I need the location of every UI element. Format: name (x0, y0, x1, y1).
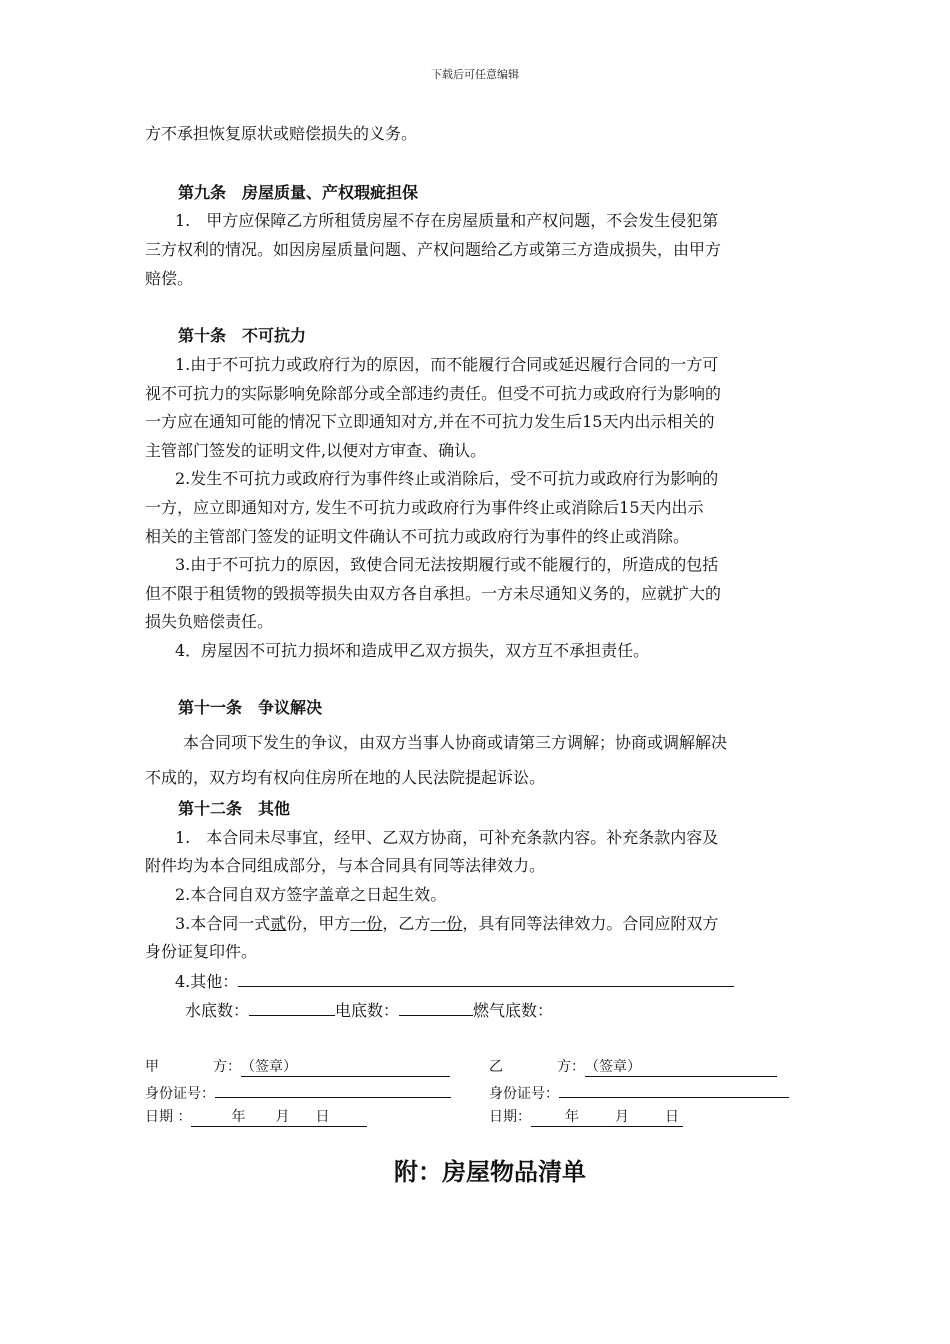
party-a-label: 甲 (145, 1059, 159, 1075)
text-run: ，乙方 (382, 914, 431, 933)
paragraph-line: 相关的主管部门签发的证明文件确认不可抗力或政府行为事件的终止或消除。 (145, 527, 690, 546)
article-12-title: 第十二条 其他 (178, 799, 291, 818)
party-a-date-line (145, 1108, 367, 1127)
party-b-sign-field[interactable] (585, 1058, 777, 1077)
id-label: 身份证号： (489, 1086, 559, 1102)
paragraph-line: 视不可抗力的实际影响免除部分或全部违约责任。但受不可抗力或政府行为影响的 (145, 384, 722, 403)
sign-placeholder: （签章） (241, 1059, 297, 1075)
party-a-sign-line (145, 1058, 450, 1077)
party-b-label: 乙 (489, 1059, 503, 1075)
elec-blank[interactable] (399, 1000, 473, 1016)
date-label: 日期 ： (145, 1109, 192, 1125)
other-blank[interactable] (238, 971, 734, 987)
party-a-sign-field[interactable] (241, 1058, 450, 1077)
party-a-date-field[interactable] (191, 1108, 367, 1127)
article-10-title: 第十条 不可抗力 (178, 326, 307, 345)
party-b-date-field[interactable] (531, 1108, 683, 1127)
day-label: 日 (315, 1109, 330, 1125)
party-b-id-line (489, 1083, 789, 1103)
party-b-sign-line (489, 1058, 777, 1077)
fang-label: 方： (557, 1059, 585, 1075)
paragraph-line: 2.发生不可抗力或政府行为事件终止或消除后，受不可抗力或政府行为影响的 (175, 469, 719, 488)
party-a-id-line (145, 1083, 451, 1103)
paragraph-line: 赔偿。 (145, 269, 194, 288)
day-label: 日 (665, 1109, 679, 1125)
page-header: 下载后可任意编辑 (431, 68, 519, 81)
paragraph-line: 一方，应立即通知对方, 发生不可抗力或政府行为事件终止或消除后15天内出示 (145, 498, 704, 517)
appendix-title: 附：房屋物品清单 (394, 1157, 586, 1186)
other-label: 4.其他： (175, 972, 239, 991)
water-blank[interactable] (249, 1000, 335, 1016)
meter-readings-line (185, 1000, 553, 1021)
paragraph-line: 1. 甲方应保障乙方所租赁房屋不存在房屋质量和产权问题，不会发生侵犯第 (175, 211, 719, 230)
paragraph-line: 三方权利的情况。如因房屋质量问题、产权问题给乙方或第三方造成损失，由甲方 (145, 240, 722, 259)
text-run: ，具有同等法律效力。合同应附双方 (462, 914, 719, 933)
year-label: 年 (231, 1109, 246, 1125)
paragraph-line: 不成的，双方均有权向住房所在地的人民法院提起诉讼。 (145, 768, 546, 787)
paragraph-line: 方不承担恢复原状或赔偿损失的义务。 (145, 124, 418, 143)
paragraph-line: 3.由于不可抗力的原因，致使合同无法按期履行或不能履行的，所造成的包括 (175, 555, 719, 574)
paragraph-line (175, 914, 718, 934)
paragraph-line: 本合同项下发生的争议，由双方当事人协商或请第三方调解；协商或调解解决 (183, 733, 728, 752)
month-label: 月 (615, 1109, 629, 1125)
paragraph-line: 损失负赔偿责任。 (145, 612, 274, 631)
fang-label: 方： (213, 1059, 241, 1075)
paragraph-line: 1.由于不可抗力或政府行为的原因，而不能履行合同或延迟履行合同的一方可 (175, 355, 719, 374)
year-label: 年 (565, 1109, 579, 1125)
party-a-copies: 一份 (350, 914, 383, 933)
article-11-title: 第十一条 争议解决 (178, 698, 323, 717)
paragraph-line: 但不限于租赁物的毁损等损失由双方各自承担。一方未尽通知义务的，应就扩大的 (145, 584, 722, 603)
other-terms-line (175, 971, 734, 992)
party-a-id-field[interactable] (215, 1083, 451, 1098)
text-run: 份，甲方 (286, 914, 351, 933)
water-label: 水底数： (185, 1001, 250, 1020)
paragraph-line: 身份证复印件。 (145, 942, 258, 961)
paragraph-line: 2.本合同自双方签字盖章之日起生效。 (175, 885, 447, 904)
paragraph-line: 主管部门签发的证明文件,以便对方审查、确认。 (145, 441, 487, 460)
paragraph-line: 4．房屋因不可抗力损坏和造成甲乙双方损失，双方互不承担责任。 (175, 641, 650, 660)
gas-label: 燃气底数： (473, 1001, 554, 1020)
text-run: 3.本合同一式 (175, 914, 271, 933)
article-9-title: 第九条 房屋质量、产权瑕疵担保 (178, 183, 419, 202)
elec-label: 电底数： (335, 1001, 400, 1020)
sign-placeholder: （签章） (585, 1059, 641, 1075)
copies-count: 贰 (270, 914, 287, 933)
party-b-date-line (489, 1108, 683, 1127)
month-label: 月 (275, 1109, 290, 1125)
paragraph-line: 一方应在通知可能的情况下立即通知对方,并在不可抗力发生后15天内出示相关的 (145, 412, 715, 431)
id-label: 身份证号： (145, 1086, 215, 1102)
party-b-id-field[interactable] (559, 1083, 789, 1098)
paragraph-line: 1. 本合同未尽事宜，经甲、乙双方协商，可补充条款内容。补充条款内容及 (175, 828, 719, 847)
date-label: 日期： (489, 1109, 531, 1125)
party-b-copies: 一份 (430, 914, 463, 933)
paragraph-line: 附件均为本合同组成部分，与本合同具有同等法律效力。 (145, 856, 546, 875)
